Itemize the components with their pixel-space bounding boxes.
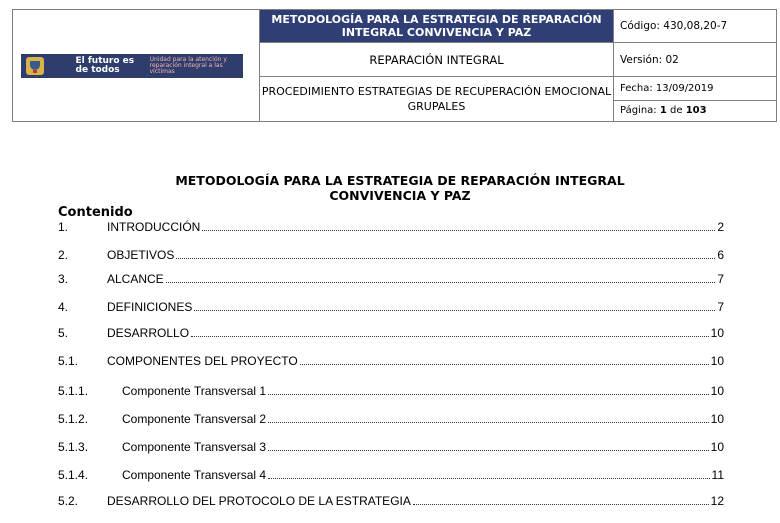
toc-entry-title[interactable]: DESARROLLO bbox=[107, 326, 190, 340]
coat-of-arms-icon bbox=[26, 57, 44, 75]
toc-entry-number: 5.2. bbox=[58, 494, 79, 508]
toc-entry-number: 5.1.3. bbox=[58, 440, 89, 454]
header-procedure: PROCEDIMIENTO ESTRATEGIAS DE RECUPERACIÓN EMOCIONAL GRUPALES bbox=[260, 77, 614, 122]
logo-cell bbox=[13, 10, 260, 122]
toc-entry-page: 10 bbox=[710, 326, 724, 340]
toc-entry-title[interactable]: OBJETIVOS bbox=[107, 248, 175, 262]
toc-dot-leader bbox=[268, 441, 709, 451]
document-code: Código: 430,08,20-7 bbox=[614, 10, 777, 43]
toc-entry[interactable] bbox=[58, 248, 724, 263]
toc-entry-page: 10 bbox=[710, 440, 724, 454]
toc-entry-number: 5.1. bbox=[58, 354, 79, 368]
page-total: 103 bbox=[685, 105, 707, 117]
toc-dot-leader bbox=[300, 355, 709, 365]
toc-entry-number: 5. bbox=[58, 326, 69, 340]
toc-heading: Contenido bbox=[58, 205, 133, 220]
toc-entry[interactable] bbox=[58, 272, 724, 287]
document-header-table bbox=[12, 9, 777, 122]
toc-entry-title[interactable]: Componente Transversal 2 bbox=[122, 412, 267, 426]
toc-entry[interactable] bbox=[58, 300, 724, 315]
toc-entry-number: 2. bbox=[58, 248, 69, 262]
toc-entry-number: 5.1.2. bbox=[58, 412, 89, 426]
toc-entry[interactable] bbox=[58, 412, 724, 427]
document-title: METODOLOGÍA PARA LA ESTRATEGIA DE REPARACIÓN INTEGRAL CONVIVENCIA Y PAZ bbox=[175, 173, 625, 203]
toc-dot-leader bbox=[268, 385, 709, 395]
document-date: Fecha: 13/09/2019 bbox=[614, 77, 777, 101]
header-title: METODOLOGÍA PARA LA ESTRATEGIA DE REPARACIÓN INTEGRAL CONVIVENCIA Y PAZ bbox=[260, 10, 614, 43]
toc-entry[interactable] bbox=[58, 440, 724, 455]
toc-entry[interactable] bbox=[58, 384, 724, 399]
toc-entry-number: 4. bbox=[58, 300, 69, 314]
institution-logo bbox=[21, 54, 243, 78]
toc-entry-title[interactable]: COMPONENTES DEL PROYECTO bbox=[107, 354, 298, 368]
toc-entry-page: 7 bbox=[717, 272, 724, 286]
toc-entry-title[interactable]: Componente Transversal 1 bbox=[122, 384, 267, 398]
toc-dot-leader bbox=[166, 273, 716, 283]
toc-entry[interactable] bbox=[58, 220, 724, 235]
toc-dot-leader bbox=[202, 221, 715, 231]
toc-entry-page: 11 bbox=[711, 468, 724, 482]
toc-entry-title[interactable]: ALCANCE bbox=[107, 272, 164, 286]
toc-dot-leader bbox=[176, 249, 715, 259]
toc-entry-page: 7 bbox=[717, 300, 724, 314]
page-indicator: Página: 1 de 103 bbox=[614, 100, 777, 122]
toc-entry-page: 10 bbox=[710, 354, 724, 368]
toc-entry-page: 10 bbox=[710, 384, 724, 398]
toc-entry-number: 5.1.1. bbox=[58, 384, 89, 398]
toc-entry-page: 12 bbox=[710, 494, 724, 508]
toc-entry-title[interactable]: Componente Transversal 4 bbox=[122, 468, 267, 482]
header-area: REPARACIÓN INTEGRAL bbox=[260, 43, 614, 77]
toc-dot-leader bbox=[268, 469, 709, 479]
toc-entry-page: 10 bbox=[710, 412, 724, 426]
toc-entry-number: 5.1.4. bbox=[58, 468, 89, 482]
toc-entry-title[interactable]: DEFINICIONES bbox=[107, 300, 193, 314]
toc-entry[interactable] bbox=[58, 354, 724, 369]
toc-entry-title[interactable]: DESARROLLO DEL PROTOCOLO DE LA ESTRATEGIA bbox=[107, 494, 411, 508]
toc-entry-page: 2 bbox=[717, 220, 724, 234]
toc-entry[interactable] bbox=[58, 468, 724, 483]
toc-entry-number: 3. bbox=[58, 272, 69, 286]
toc-entry[interactable] bbox=[58, 494, 724, 509]
document-version: Versión: 02 bbox=[614, 43, 777, 77]
toc-dot-leader bbox=[191, 327, 709, 337]
logo-institution-name: Unidad para la atención y reparación integral a las víctimas bbox=[149, 55, 227, 75]
toc-dot-leader bbox=[268, 413, 709, 423]
toc-entry[interactable] bbox=[58, 326, 724, 341]
toc-entry-page: 6 bbox=[717, 248, 724, 262]
toc-dot-leader bbox=[413, 495, 709, 505]
toc-entry-title[interactable]: INTRODUCCIÓN bbox=[107, 220, 201, 234]
toc-dot-leader bbox=[194, 301, 715, 311]
toc-entry-number: 1. bbox=[58, 220, 69, 234]
page-current: 1 bbox=[659, 105, 667, 117]
toc-entry-title[interactable]: Componente Transversal 3 bbox=[122, 440, 267, 454]
logo-slogan: El futuro es de todos bbox=[75, 55, 135, 75]
